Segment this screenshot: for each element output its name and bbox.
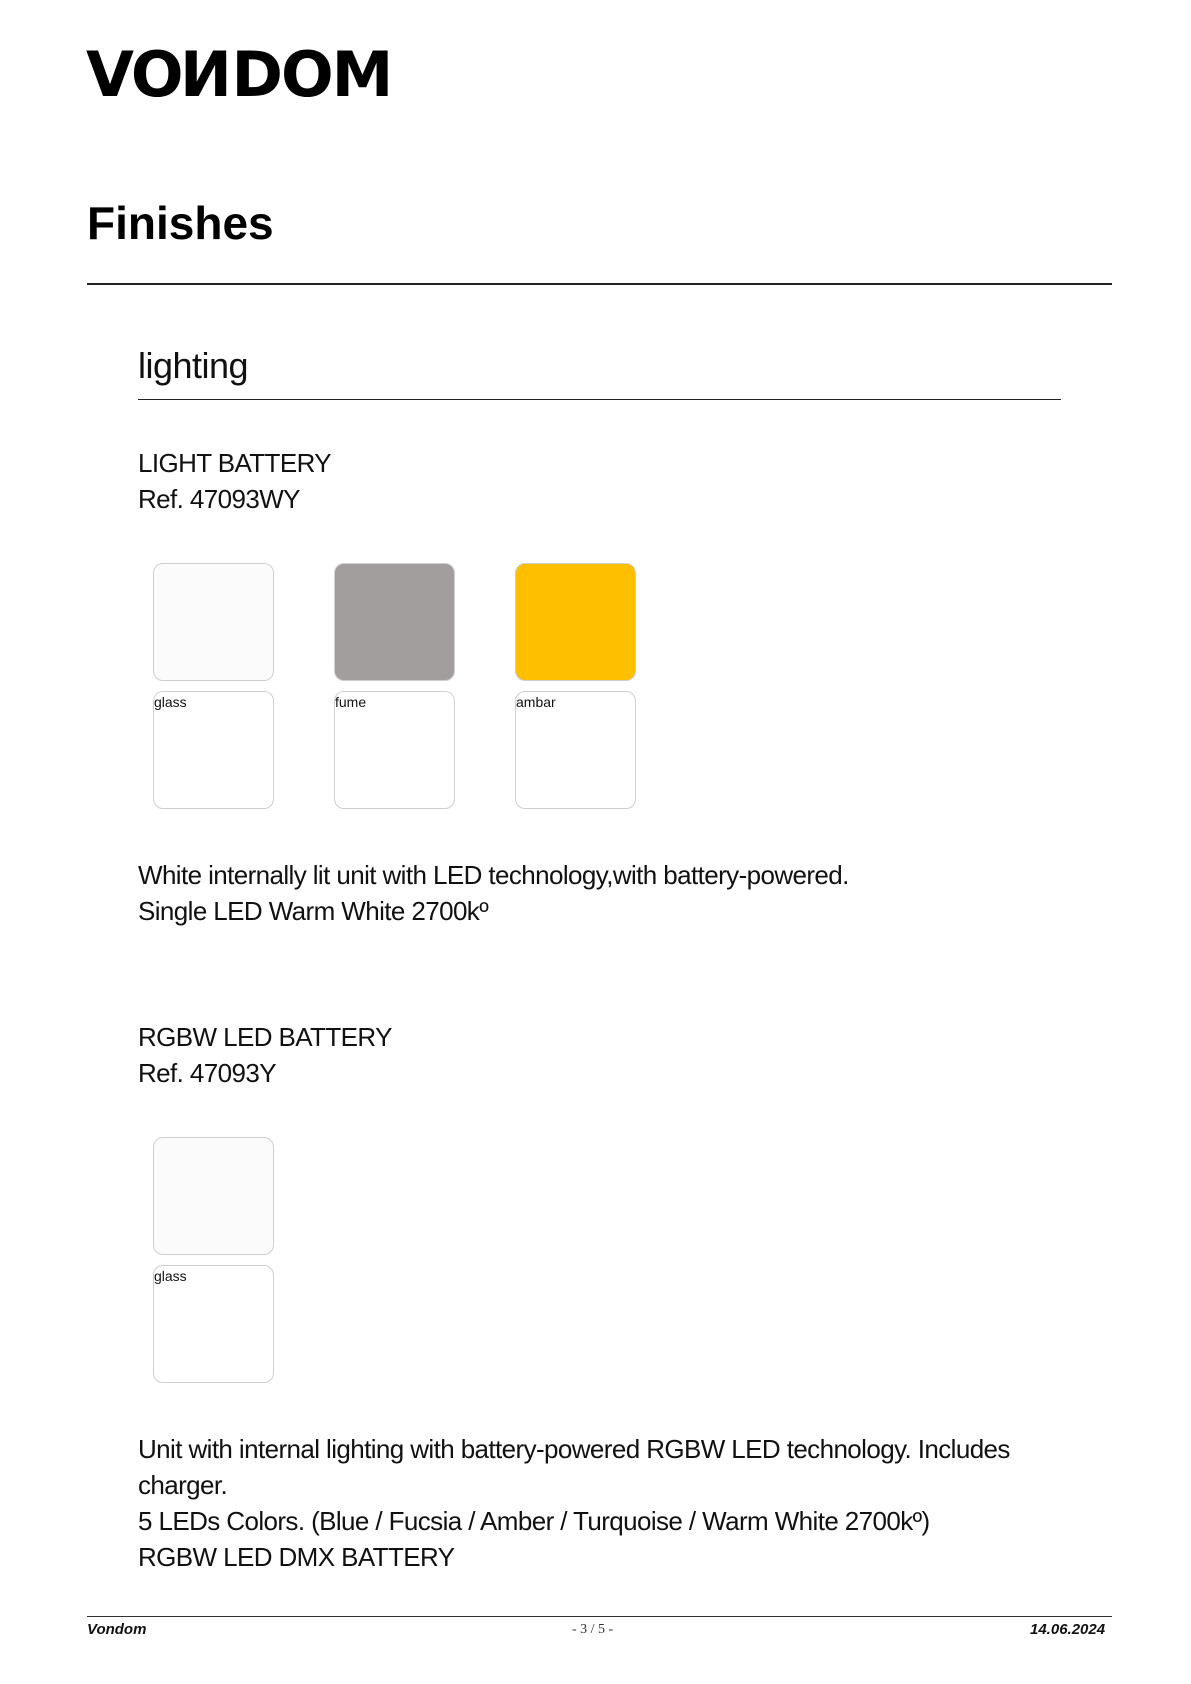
product-name: LIGHT BATTERY bbox=[138, 448, 332, 478]
footer-divider bbox=[87, 1616, 1112, 1617]
finish-label: glass bbox=[154, 1268, 187, 1284]
page-number: - 3 / 5 - bbox=[572, 1622, 614, 1637]
footer-date: 14.06.2024 bbox=[1030, 1621, 1106, 1638]
title-divider bbox=[87, 283, 1112, 285]
product-ref: Ref. 47093Y bbox=[138, 1058, 276, 1088]
finish-swatch-glass bbox=[153, 563, 274, 681]
finish-swatch-ambar bbox=[515, 563, 636, 681]
finish-label: fume bbox=[335, 694, 367, 710]
product-name: RGBW LED BATTERY bbox=[138, 1022, 392, 1052]
finish-swatch-glass bbox=[153, 1137, 274, 1255]
description-line: Single LED Warm White 2700kº bbox=[138, 896, 489, 926]
description-line: Unit with internal lighting with battery-powered RGBW LED technology. Includes bbox=[138, 1434, 1010, 1464]
finish-label: glass bbox=[154, 694, 187, 710]
description-line: charger. bbox=[138, 1470, 228, 1500]
vondom-logo: VONDOM bbox=[86, 38, 392, 111]
finish-label: ambar bbox=[516, 694, 556, 710]
section-title: lighting bbox=[138, 345, 249, 386]
description-line: 5 LEDs Colors. (Blue / Fucsia / Amber / Turquoise / Warm White 2700kº) bbox=[138, 1506, 930, 1536]
product-ref: Ref. 47093WY bbox=[138, 484, 300, 514]
section-divider bbox=[138, 399, 1061, 400]
footer-brand: Vondom bbox=[87, 1621, 147, 1638]
description-line: RGBW LED DMX BATTERY bbox=[138, 1542, 455, 1572]
page-title: Finishes bbox=[87, 197, 274, 249]
description-line: White internally lit unit with LED technology,with battery-powered. bbox=[138, 860, 849, 890]
finish-swatch-fume bbox=[334, 563, 455, 681]
